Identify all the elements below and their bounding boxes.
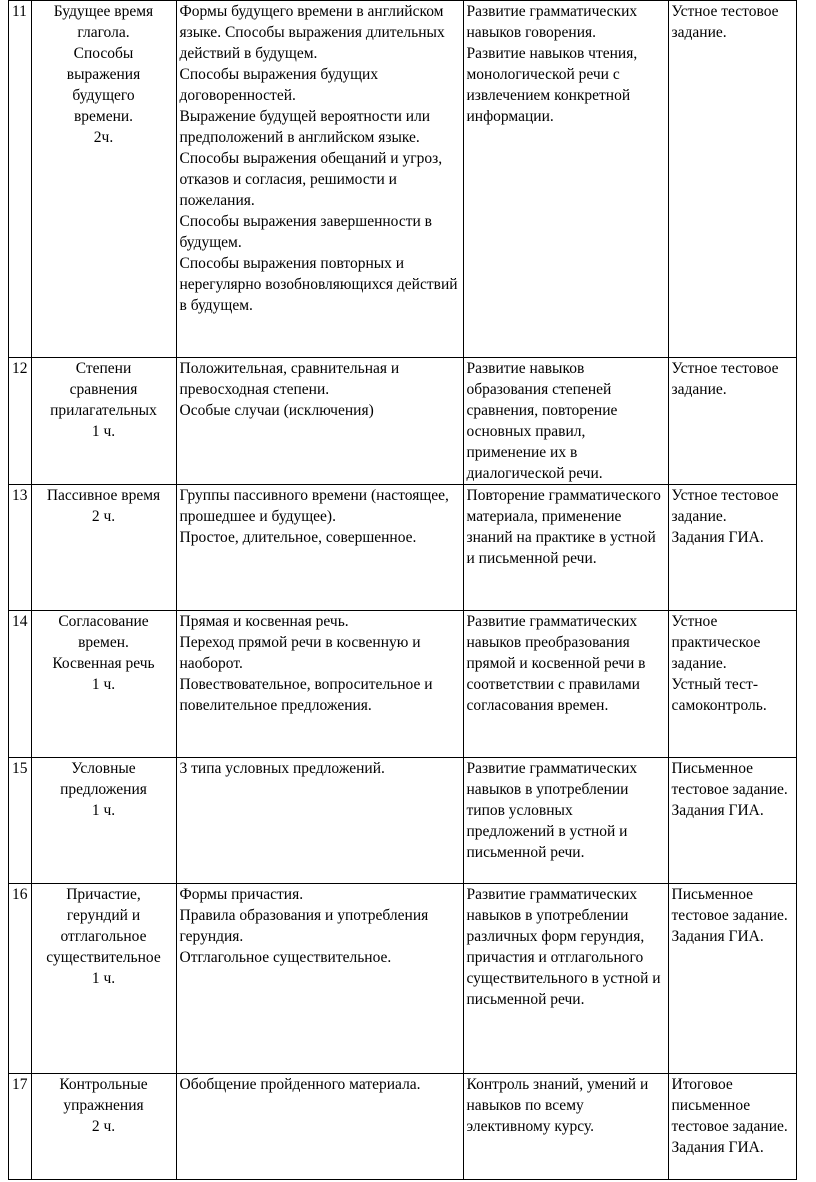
control-cell [668,884,796,1074]
control-paragraph: Итоговое письменное тестовое задание. [671,1076,788,1135]
topic-line: 1 ч. [91,676,116,693]
content-paragraph: Простое, длительное, совершенное. [179,529,417,546]
skills-paragraph: Развитие грамматических навыков преобразования прямой и косвенной речи в соответствии с правилами согласования времен. [466,613,646,714]
row-number: 17 [9,1074,32,1180]
control-paragraph: Задания ГИА. [671,802,764,819]
control-cell [668,611,796,758]
skills-cell [463,611,668,758]
content-cell [176,1,463,358]
table-row [9,611,797,758]
content-paragraph: 3 типа условных предложений. [179,760,385,777]
topic-cell [31,611,176,758]
content-cell [176,485,463,611]
control-paragraph: Устный тест-самоконтроль. [671,676,767,714]
topic-cell [31,884,176,1074]
content-paragraph: Способы выражения будущих договоренностей. [179,66,379,104]
topic-cell [31,485,176,611]
content-paragraph: Прямая и косвенная речь. [179,613,349,630]
content-cell [176,611,463,758]
topic-line: упражнения [63,1097,144,1114]
topic-cell [31,358,176,485]
skills-paragraph: Развитие навыков чтения, монологической речи с извлечением конкретной информации. [466,45,638,125]
topic-line: глагола. [77,24,130,41]
topic-line: Причастие, [66,886,141,903]
topic-line: выражения [66,66,141,83]
content-paragraph: Особые случаи (исключения) [179,402,374,419]
content-cell [176,1074,463,1180]
control-cell [668,1,796,358]
control-cell [668,358,796,485]
topic-line: Условные [71,760,136,777]
topic-line: 1 ч. [91,970,116,987]
content-paragraph: Способы выражения повторных и нерегулярно возобновляющихся действий в будущем. [179,255,458,314]
topic-line: герундий и [66,907,141,924]
content-cell [176,358,463,485]
topic-line: сравнения [69,381,138,398]
content-paragraph: Положительная, сравнительная и превосходная степени. [179,360,400,398]
content-paragraph: Переход прямой речи в косвенную и наоборот. [179,634,421,672]
table-row [9,358,797,485]
skills-paragraph: Развитие грамматических навыков говорения. [466,3,638,41]
topic-line: 1 ч. [91,802,116,819]
control-cell [668,485,796,611]
table-row [9,758,797,884]
content-paragraph: Формы причастия. [179,886,304,903]
topic-line: времени. [73,108,134,125]
table-row [9,1074,797,1180]
control-paragraph: Устное практическое задание. [671,613,761,672]
topic-line: предложения [60,781,147,798]
skills-cell [463,1074,668,1180]
skills-cell [463,358,668,485]
topic-line: отглагольное [60,928,147,945]
skills-cell [463,485,668,611]
content-paragraph: Выражение будущей вероятности или предположений в английском языке. [179,108,431,146]
topic-cell [31,1,176,358]
topic-line: Способы [73,45,134,62]
control-paragraph: Письменное тестовое задание. [671,760,788,798]
control-cell [668,1074,796,1180]
content-paragraph: Отглагольное существительное. [179,949,392,966]
control-paragraph: Устное тестовое задание. [671,360,779,398]
table-row [9,1,797,358]
content-paragraph: Группы пассивного времени (настоящее, прошедшее и будущее). [179,487,449,525]
row-number: 12 [9,358,32,485]
course-plan-table [8,0,797,1180]
content-paragraph: Формы будущего времени в английском языке. Способы выражения длительных действий в будущем. [179,3,445,62]
skills-paragraph: Развитие грамматических навыков в употреблении различных форм герундия, причастия и отглагольного существительного в устной и письменной речи. [466,886,661,1008]
content-paragraph: Повествовательное, вопросительное и повелительное предложения. [179,676,433,714]
skills-paragraph: Развитие навыков образования степеней сравнения, повторение основных правил, применение их в диалогической речи. [466,360,618,482]
content-cell [176,758,463,884]
topic-line: прилагательных [50,402,157,419]
topic-line: 2 ч. [91,1118,116,1135]
content-paragraph: Правила образования и употребления герундия. [179,907,429,945]
row-number: 11 [9,1,32,358]
control-paragraph: Письменное тестовое задание. [671,886,788,924]
control-paragraph: Устное тестовое задание. [671,3,779,41]
content-paragraph: Способы выражения завершенности в будущем. [179,213,432,251]
skills-paragraph: Повторение грамматического материала, применение знаний на практике в устной и письменной речи. [466,487,661,567]
skills-cell [463,758,668,884]
content-paragraph: Способы выражения обещаний и угроз, отказов и согласия, решимости и пожелания. [179,150,443,209]
row-number: 15 [9,758,32,884]
row-number: 16 [9,884,32,1074]
row-number: 14 [9,611,32,758]
skills-cell [463,884,668,1074]
topic-line: Будущее время [53,3,154,20]
control-cell [668,758,796,884]
content-cell [176,884,463,1074]
control-paragraph: Устное тестовое задание. [671,487,779,525]
topic-line: будущего [72,87,135,104]
topic-line: 2ч. [93,129,114,146]
skills-paragraph: Контроль знаний, умений и навыков по всему элективному курсу. [466,1076,649,1135]
skills-paragraph: Развитие грамматических навыков в употреблении типов условных предложений в устной и письменной речи. [466,760,638,861]
table-row [9,485,797,611]
topic-line: Согласование [58,613,149,630]
topic-line: Пассивное время [46,487,161,504]
skills-cell [463,1,668,358]
topic-line: Степени [75,360,132,377]
control-paragraph: Задания ГИА. [671,928,764,945]
topic-line: 2 ч. [91,508,116,525]
topic-line: времен. [78,634,129,651]
content-paragraph: Обобщение пройденного материала. [179,1076,421,1093]
topic-cell [31,758,176,884]
table-row [9,884,797,1074]
control-paragraph: Задания ГИА. [671,529,764,546]
topic-line: существительное [46,949,161,966]
topic-cell [31,1074,176,1180]
row-number: 13 [9,485,32,611]
control-paragraph: Задания ГИА. [671,1139,764,1156]
topic-line: Контрольные [59,1076,148,1093]
topic-line: 1 ч. [91,423,116,440]
topic-line: Косвенная речь [52,655,155,672]
